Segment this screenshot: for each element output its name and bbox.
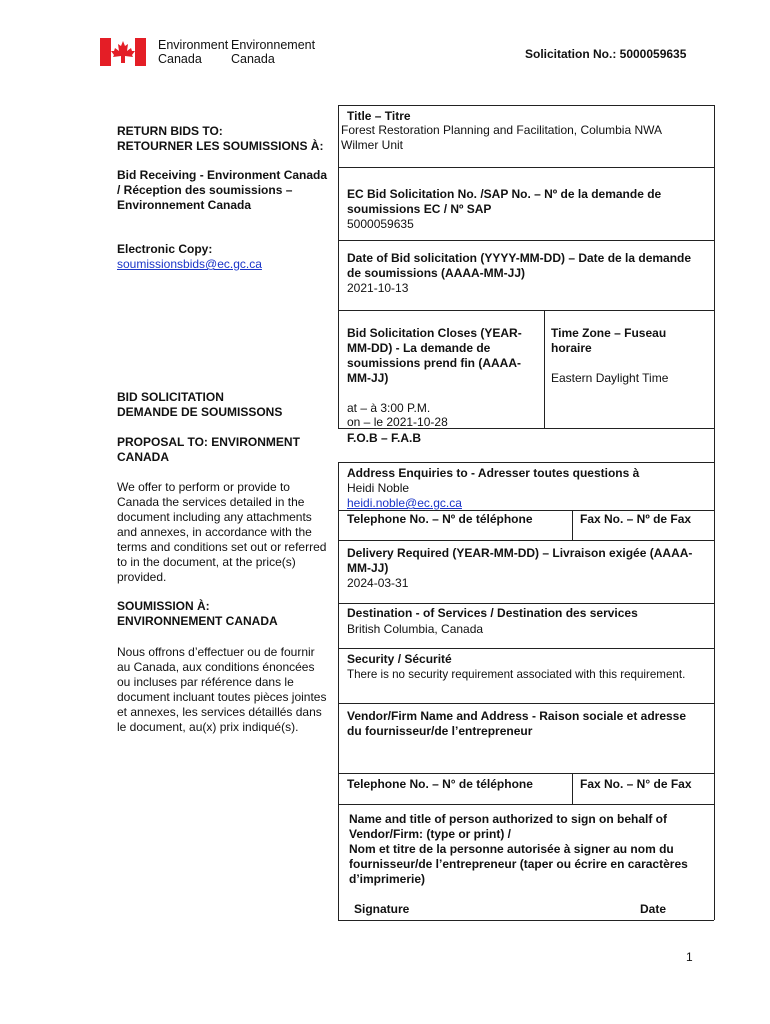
authorized-person-label: Name and title of person authorized to sign on behalf of Vendor/Firm: (type or print) / Nom et titre de la personne autorisée à signer au nom du fournisseur/de l’entrepreneur (taper ou écrire en caractères d’imprimerie) — [349, 812, 688, 886]
vendor-fax-label: Fax No. – N° de Fax — [580, 777, 692, 791]
security-value: There is no security requirement associated with this requirement. — [347, 668, 686, 681]
title-value: Forest Restoration Planning and Facilitation, Columbia NWA Wilmer Unit — [341, 123, 663, 152]
vendor-name-field[interactable] — [340, 740, 712, 772]
bid-solicitation-fr: DEMANDE DE SOUMISSONS — [117, 405, 283, 419]
sap-number-label: EC Bid Solicitation No. /SAP No. – Nº de la demande de soumissions EC / Nº SAP — [347, 187, 662, 216]
soumission-to: SOUMISSION À: ENVIRONNEMENT CANADA — [117, 599, 278, 628]
destination-label: Destination - of Services / Destination des services — [347, 606, 638, 620]
return-bids-en: RETURN BIDS TO: — [117, 124, 223, 138]
security-label: Security / Sécurité — [347, 652, 452, 666]
fax-label: Fax No. – Nº de Fax — [580, 512, 692, 526]
logo-text-fr-1: Environnement — [231, 38, 316, 52]
bid-receiving-address: Bid Receiving - Environment Canada / Réception des soumissions – Environnement Canada — [117, 168, 328, 212]
offer-text-en: We offer to perform or provide to Canada the services detailed in the document including any attachments and annexes, in accordance with the terms and conditions set out or referred to in the document, at the price(s) provided. — [117, 480, 327, 584]
sap-number-value: 5000059635 — [347, 217, 414, 231]
proposal-to: PROPOSAL TO: ENVIRONMENT CANADA — [117, 435, 300, 464]
logo-text-en-1: Environment — [158, 38, 229, 52]
signature-label: Signature — [354, 902, 410, 916]
solicitation-date-value: 2021-10-13 — [347, 281, 409, 295]
delivery-value: 2024-03-31 — [347, 576, 409, 590]
signature-date-label: Date — [640, 902, 667, 916]
fob-label: F.O.B – F.A.B — [347, 431, 422, 445]
logo-text-fr-2: Canada — [231, 52, 275, 66]
enquiries-label: Address Enquiries to - Adresser toutes questions à — [347, 466, 640, 480]
time-zone-value: Eastern Daylight Time — [551, 371, 669, 385]
enquiries-name: Heidi Noble — [347, 481, 410, 495]
telephone-label: Telephone No. – Nº de téléphone — [347, 512, 533, 526]
solicitation-number: Solicitation No.: 5000059635 — [525, 47, 687, 61]
title-label: Title – Titre — [347, 109, 411, 123]
bid-solicitation-en: BID SOLICITATION — [117, 390, 224, 404]
page-number: 1 — [686, 950, 693, 964]
solicitation-date-label: Date of Bid solicitation (YYYY-MM-DD) – Date de la demande de soumissions (AAAA-MM-JJ) — [347, 251, 692, 280]
vendor-telephone-label: Telephone No. – N° de téléphone — [347, 777, 533, 791]
time-zone-label: Time Zone – Fuseau horaire — [551, 326, 667, 355]
offer-text-fr: Nous offrons d’effectuer ou de fournir au Canada, aux conditions énoncées ou incluses par référence dans le document incluant toutes pièces jointes et annexes, les services détaillés dans le document, au(x) prix indiqué(s). — [117, 645, 327, 734]
electronic-copy-label: Electronic Copy: — [117, 242, 213, 256]
enquiries-email-link[interactable]: heidi.noble@ec.gc.ca — [347, 496, 462, 510]
canada-flag-icon — [100, 38, 146, 66]
closing-date: on – le 2021-10-28 — [347, 415, 448, 429]
vendor-name-label: Vendor/Firm Name and Address - Raison sociale et adresse du fournisseur/de l’entrepreneur — [347, 709, 687, 738]
return-bids-fr: RETOURNER LES SOUMISSIONS À: — [117, 139, 324, 153]
closing-date-label: Bid Solicitation Closes (YEAR- MM-DD) - La demande de soumissions prend fin (AAAA- MM-JJ) — [347, 326, 522, 385]
submission-email-link[interactable]: soumissionsbids@ec.gc.ca — [117, 257, 262, 271]
destination-value: British Columbia, Canada — [347, 622, 484, 636]
logo-text-en-2: Canada — [158, 52, 202, 66]
closing-time: at – à 3:00 P.M. — [347, 401, 431, 415]
delivery-label: Delivery Required (YEAR-MM-DD) – Livraison exigée (AAAA- MM-JJ) — [347, 546, 693, 575]
